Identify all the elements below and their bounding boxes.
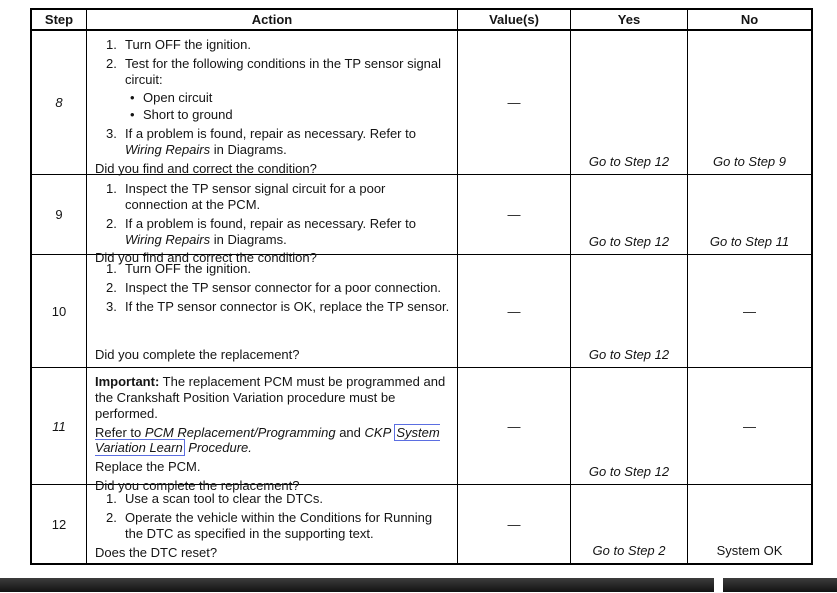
step-number: 12 xyxy=(32,485,87,563)
action-item xyxy=(106,216,451,248)
col-header-step: Step xyxy=(32,10,87,31)
diagnostic-step-table xyxy=(30,8,813,565)
item-text: Turn OFF the ignition. xyxy=(125,37,251,52)
no-result: Go to Step 9 xyxy=(688,31,811,175)
yes-result: Go to Step 12 xyxy=(571,31,688,175)
item-text xyxy=(125,126,451,158)
item-number: 1. xyxy=(106,261,117,276)
item-text-part: in Diagrams. xyxy=(210,142,287,158)
item-text-part: If a problem is found, repair as necessary. Refer to xyxy=(125,126,416,142)
bottom-bar-right xyxy=(723,578,837,592)
step-number: 11 xyxy=(32,368,87,485)
col-header-values: Value(s) xyxy=(458,10,571,31)
action-item xyxy=(106,37,451,53)
item-number: 3. xyxy=(106,298,117,314)
action-item xyxy=(106,126,451,158)
item-text-part: in Diagrams. xyxy=(210,231,287,247)
item-text xyxy=(125,216,451,248)
bullet-text: Short to ground xyxy=(143,107,233,123)
action-item xyxy=(106,261,451,277)
important-note xyxy=(95,374,451,422)
value-cell: — xyxy=(458,175,571,255)
action-item xyxy=(106,56,451,88)
step-question: Did you complete the replacement? xyxy=(95,478,300,494)
action-cell-step-11 xyxy=(87,368,458,494)
action-item xyxy=(106,491,451,507)
action-cell-step-8 xyxy=(87,31,458,175)
item-text: If the TP sensor connector is OK, replace the TP sensor. xyxy=(125,298,450,314)
item-number: 2. xyxy=(106,55,117,71)
no-result: Go to Step 11 xyxy=(688,175,811,255)
action-item xyxy=(106,510,451,542)
refer-text: and xyxy=(335,424,365,440)
item-text: Turn OFF the ignition. xyxy=(125,261,251,276)
item-text: Operate the vehicle within the Conditions for Running the DTC as specified in the supporting text. xyxy=(125,509,433,541)
step-question: Did you complete the replacement? xyxy=(95,347,300,363)
reference-title: Wiring Repairs xyxy=(125,142,211,158)
step-question: Does the DTC reset? xyxy=(95,544,218,560)
value-cell: — xyxy=(458,485,571,563)
item-number: 2. xyxy=(106,509,117,525)
action-cell-step-12 xyxy=(87,485,458,563)
value-cell: — xyxy=(458,31,571,175)
reference-link-selected[interactable]: System Variation Learn xyxy=(95,424,440,456)
value-cell: — xyxy=(458,255,571,368)
refer-paragraph xyxy=(95,425,451,457)
action-cell-step-10 xyxy=(87,255,458,368)
bottom-bar-left xyxy=(0,578,714,592)
reference-title: CKP xyxy=(364,424,395,440)
action-instruction: Replace the PCM. xyxy=(95,459,201,475)
no-result: — xyxy=(688,255,811,368)
action-cell-step-9 xyxy=(87,175,458,266)
refer-text: Refer to xyxy=(95,424,145,440)
item-number: 2. xyxy=(106,279,117,295)
yes-result: Go to Step 12 xyxy=(571,255,688,368)
item-number: 1. xyxy=(106,181,117,196)
bullet-icon: • xyxy=(130,89,135,105)
important-text: The replacement PCM must be programmed and the Crankshaft Position Variation procedure must be performed. xyxy=(95,374,446,421)
no-result: — xyxy=(688,368,811,485)
item-number: 3. xyxy=(106,126,117,142)
item-number: 1. xyxy=(106,37,117,52)
bullet-icon: • xyxy=(130,107,135,123)
reference-title: Wiring Repairs xyxy=(125,231,211,247)
yes-result: Go to Step 12 xyxy=(571,175,688,255)
item-text: Inspect the TP sensor connector for a poor connection. xyxy=(125,279,442,295)
item-text: Use a scan tool to clear the DTCs. xyxy=(125,491,323,506)
step-number: 10 xyxy=(32,255,87,368)
bullet-item xyxy=(130,90,451,106)
item-text: Inspect the TP sensor signal circuit for a poor connection at the PCM. xyxy=(125,181,386,212)
col-header-action: Action xyxy=(87,10,458,31)
step-question: Did you find and correct the condition? xyxy=(95,250,317,266)
important-label: Important: xyxy=(95,374,160,389)
no-result: System OK xyxy=(716,543,783,558)
value-cell: — xyxy=(458,368,571,485)
col-header-no: No xyxy=(688,10,811,31)
bullet-text: Open circuit xyxy=(143,89,213,105)
action-item xyxy=(106,280,451,296)
action-item xyxy=(106,299,451,315)
step-question: Did you find and correct the condition? xyxy=(95,161,317,177)
col-header-yes: Yes xyxy=(571,10,688,31)
item-text: Test for the following conditions in the TP sensor signal circuit: xyxy=(125,55,442,87)
step-number: 9 xyxy=(32,175,87,255)
reference-title: PCM Replacement/Programming xyxy=(144,424,336,440)
action-item xyxy=(106,181,451,213)
reference-title: Procedure. xyxy=(184,440,252,456)
bullet-item xyxy=(130,107,451,123)
item-number: 1. xyxy=(106,491,117,506)
item-number: 2. xyxy=(106,215,117,231)
item-text-part: If a problem is found, repair as necessary. Refer to xyxy=(125,215,416,231)
yes-result: Go to Step 12 xyxy=(571,368,688,485)
yes-result: Go to Step 2 xyxy=(571,485,688,563)
step-number: 8 xyxy=(32,31,87,175)
